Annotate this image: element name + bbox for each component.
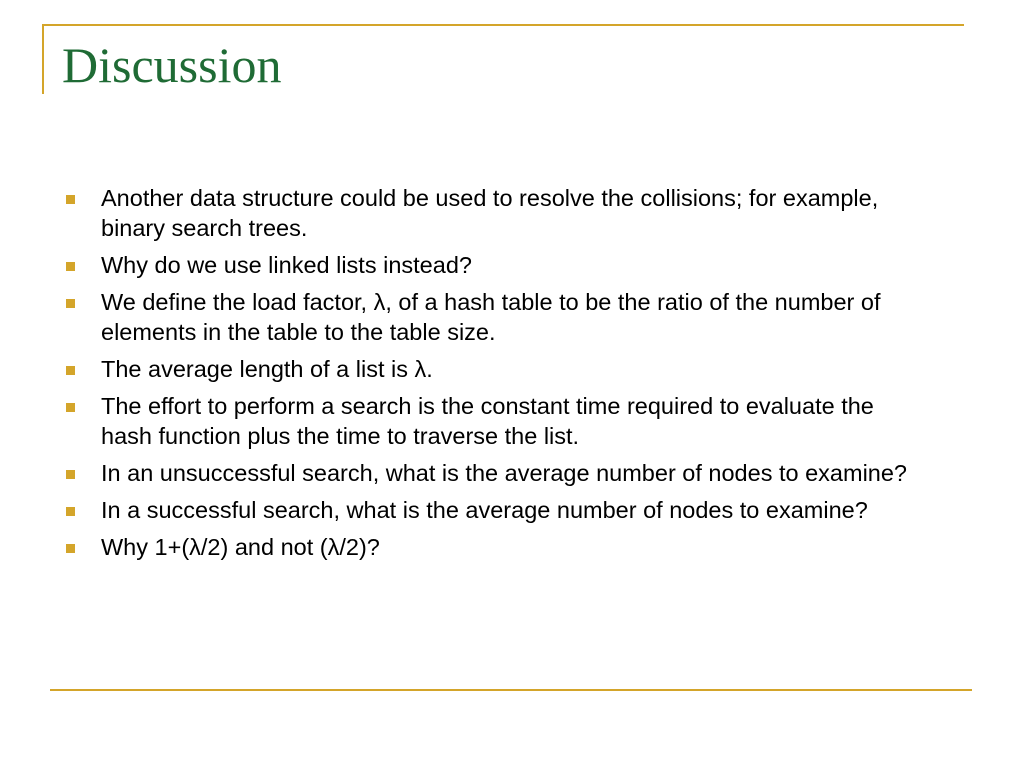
bullet-item [66, 287, 926, 347]
bullet-text: The average length of a list is λ. [101, 356, 433, 382]
square-bullet-icon [66, 544, 75, 553]
square-bullet-icon [66, 403, 75, 412]
bullet-item [66, 458, 926, 488]
square-bullet-icon [66, 507, 75, 516]
frame-bottom-rule [50, 689, 972, 691]
bullet-text: Why do we use linked lists instead? [101, 252, 472, 278]
slide-title: Discussion [62, 37, 282, 93]
frame-top-rule [42, 24, 964, 26]
bullet-item [66, 495, 926, 525]
bullet-text: Why 1+(λ/2) and not (λ/2)? [101, 534, 380, 560]
bullet-item [66, 354, 926, 384]
bullet-text: In a successful search, what is the average number of nodes to examine? [101, 497, 868, 523]
bullet-text: The effort to perform a search is the constant time required to evaluate the hash function plus the time to traverse the list. [101, 393, 874, 449]
square-bullet-icon [66, 470, 75, 479]
square-bullet-icon [66, 195, 75, 204]
square-bullet-icon [66, 262, 75, 271]
bullet-item [66, 391, 926, 451]
square-bullet-icon [66, 366, 75, 375]
bullet-text: Another data structure could be used to resolve the collisions; for example, binary search trees. [101, 185, 879, 241]
bullet-item [66, 532, 926, 562]
bullet-item [66, 250, 926, 280]
square-bullet-icon [66, 299, 75, 308]
bullet-item [66, 183, 926, 243]
frame-left-rule [42, 24, 44, 94]
bullet-text: We define the load factor, λ, of a hash table to be the ratio of the number of elements in the table to the table size. [101, 289, 881, 345]
bullet-text: In an unsuccessful search, what is the average number of nodes to examine? [101, 460, 907, 486]
bullet-list [66, 183, 926, 569]
